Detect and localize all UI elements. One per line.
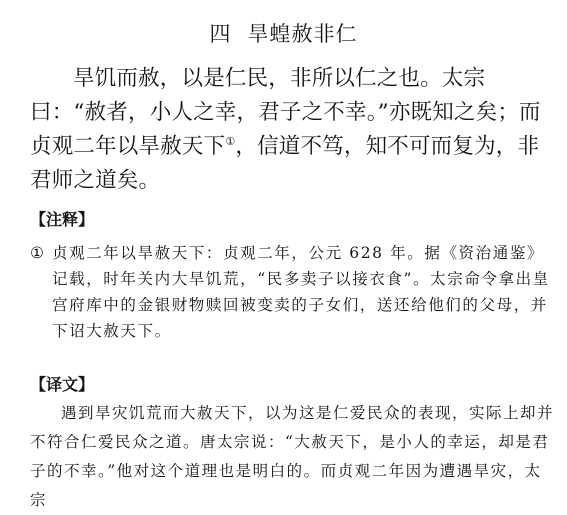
- translation-heading: 【译文】: [30, 375, 95, 394]
- notes-heading: 【注释】: [30, 210, 95, 229]
- note-text: 贞观二年以旱赦天下：贞观二年，公元 628 年。据《资治通鉴》记载，时年关内大旱饥荒，“民多卖子以接衣食”。太宗命令拿出皇宫府库中的金银财物赎回被变卖的子女们，送还给他们的父母，并下诏大赦天下。: [52, 244, 550, 340]
- translation: [30, 399, 555, 515]
- classical-text: [30, 62, 555, 198]
- footnote-reference: ①: [225, 134, 236, 148]
- section-number: 四: [209, 22, 232, 46]
- translation-text: 遇到旱灾饥荒而大赦天下，以为这是仁爱民众的表现，实际上却并不符合仁爱民众之道。唐太宗说：“大赦天下，是小人的幸运，却是君子的不幸。”他对这个道理也是明白的。而贞观二年因为遭遇旱灾，太宗: [30, 404, 555, 509]
- classical-text-part-2: ，信道不笃，知不可而复为，非君师之道矣。: [30, 134, 540, 193]
- note-item: [30, 240, 555, 344]
- notes-list: [30, 240, 555, 344]
- note-marker: ①: [30, 244, 46, 262]
- classical-text-part-1: 旱饥而赦，以是仁民，非所以仁之也。太宗曰：“赦者，小人之幸，君子之不幸。”亦既知之矣；而贞观二年以旱赦天下: [30, 66, 541, 159]
- classical-paragraph: [30, 62, 555, 198]
- section-title-text: 旱蝗赦非仁: [247, 22, 358, 46]
- section-title: [0, 18, 567, 48]
